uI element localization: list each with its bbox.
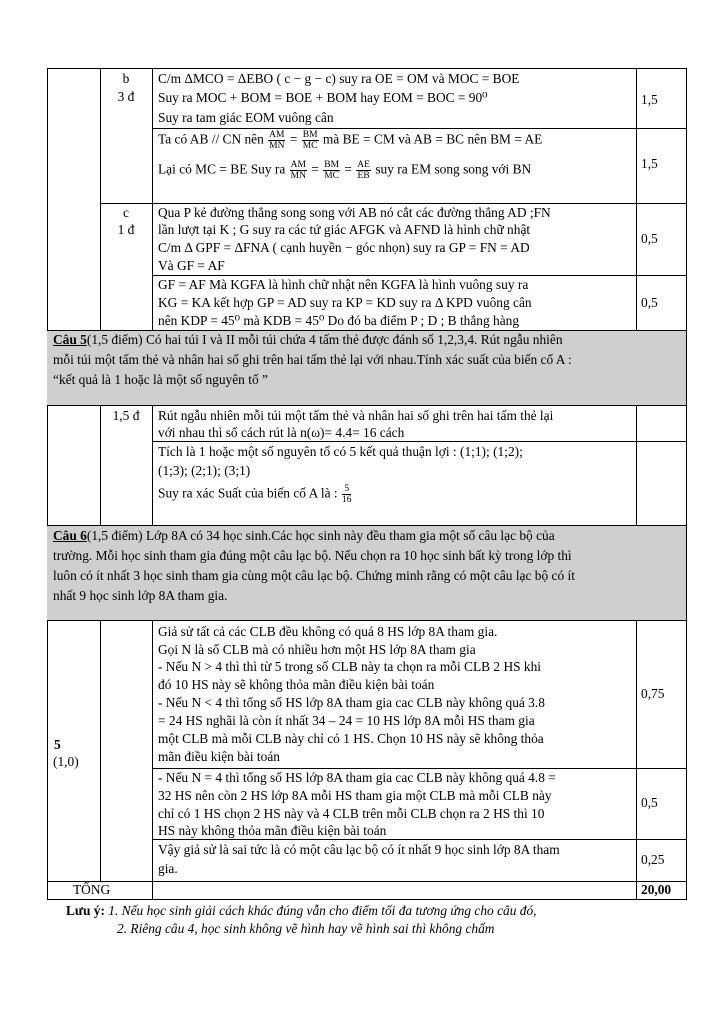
q5-answer-line: với nhau thì số cách rút là n(ω)= 4.4= 16 cách [158, 425, 405, 440]
q5-answer-line: Rút ngẫu nhiên mỗi túi một tấm thẻ và nhân hai số ghi trên hai tấm thẻ lại [158, 408, 554, 423]
fraction: $\frac{AE}{EB}$ [357, 160, 370, 181]
q6-answer-line: - Nếu N < 4 thì tổng số HS lớp 8A tham gia cac CLB này không quá 3.8 [158, 695, 545, 710]
footer-note: 2. Riêng câu 4, học sinh không vẽ hình hay vẽ hình sai thì không chấm [117, 921, 495, 936]
row-b-line: Suy ra tam giác EOM vuông cân [158, 110, 334, 125]
fraction: $\frac{5}{16}$ [341, 484, 352, 505]
row-b-line: Ta có AB // CN nên $\frac{AM}{MN}$ = $\frac{BM}{MC}$ mà BE = CM và AB = BC nên BM = AE [158, 130, 543, 151]
row-c-line: Qua P kẻ đường thẳng song song với AB nó cắt các đường thẳng AD ;FN [158, 205, 551, 220]
score-cell: 1,5 [641, 156, 658, 171]
fraction: $\frac{BM}{MC}$ [302, 130, 318, 151]
q6-statement: nhất 9 học sinh lớp 8A tham gia. [53, 588, 228, 603]
q5-statement: “kết quả là 1 hoặc là một số nguyên tố ” [53, 372, 268, 387]
row-c-line: Và GF = AF [158, 258, 225, 273]
q6-answer-line: Gọi N là số CLB mà có nhiều hơn một HS lớp 8A tham gia [158, 642, 476, 657]
fraction: $\frac{AM}{MN}$ [290, 160, 306, 181]
q6-answer-line: = 24 HS nghãi là còn ít nhất 34 – 24 = 10 HS lớp 8A mỗi HS tham gia [158, 713, 535, 728]
score-cell: 1,5 [641, 92, 658, 107]
q6-answer-line: gia. [158, 861, 178, 876]
row-b-line: Lại có MC = BE Suy ra $\frac{AM}{MN}$ = $\frac{BM}{MC}$ = $\frac{AE}{EB}$ suy ra EM song song với BN [158, 160, 532, 181]
q6-statement: trường. Mỗi học sinh tham gia đúng một câu lạc bộ. Nếu chọn ra 10 học sinh bất kỳ trong lớp thì [53, 548, 572, 563]
q5-points: 1,5 đ [112, 408, 140, 423]
score-cell: 0,75 [641, 686, 665, 701]
total-value: 20,00 [641, 882, 672, 897]
footer-note: Lưu ý: 1. Nếu học sinh giải cách khác đúng vẫn cho điểm tối đa tương ứng cho câu đó, [66, 903, 537, 918]
q6-number: 5 [54, 737, 61, 752]
row-c-line: GF = AF Mà KGFA là hình chữ nhật nên KGFA là hình vuông suy ra [158, 277, 529, 292]
q6-answer-line: 32 HS nên còn 2 HS lớp 8A mỗi HS tham gia một CLB mà mỗi CLB này [158, 788, 552, 803]
q6-points: (1,0) [53, 754, 79, 769]
q6-answer-line: Giả sử tất cả các CLB đều không có quá 8 HS lớp 8A tham gia. [158, 624, 498, 639]
fraction: $\frac{BM}{MC}$ [324, 160, 340, 181]
q5-statement: mỗi túi một tấm thẻ và nhân hai số ghi trên hai tấm thẻ lại với nhau.Tính xác suất của biến cố A : [53, 352, 572, 367]
q6-answer-line: Vậy giả sử là sai tức là có một câu lạc bộ có ít nhất 9 học sinh lớp 8A tham [158, 842, 560, 857]
q6-answer-line: HS này không thỏa mãn điều kiện bài toán [158, 823, 387, 838]
row-b-line: Suy ra MOC + BOM = BOE + BOM hay EOM = BOC = 90⁰ [158, 90, 488, 105]
score-cell: 0,5 [641, 795, 658, 810]
q6-statement: luôn có ít nhất 3 học sinh tham gia cùng một câu lạc bộ. Chứng minh rằng có một câu lạc bộ có ít [53, 568, 575, 583]
score-cell: 0,5 [641, 231, 658, 246]
row-c-points: 1 đ [117, 222, 135, 237]
q6-answer-line: chỉ có 1 HS chọn 2 HS này và 4 CLB trên mỗi CLB chọn ra 2 HS thì 10 [158, 806, 545, 821]
row-c-line: KG = KA kết hợp GP = AD suy ra KP = KD suy ra Δ KPD vuông cân [158, 295, 532, 310]
total-label: TỔNG [73, 882, 111, 897]
score-cell: 0,25 [641, 852, 665, 867]
row-c-label: c [123, 205, 129, 220]
q5-answer-line: (1;3); (2;1); (3;1) [158, 463, 251, 478]
q5-answer-line: Tích là 1 hoặc một số nguyên tố có 5 kết quả thuận lợi : (1;1); (1;2); [158, 444, 523, 459]
row-c-line: lần lượt tại K ; G suy ra các tứ giác AFGK và AFND là hình chữ nhật [158, 222, 531, 237]
fraction: $\frac{AM}{MN}$ [269, 130, 285, 151]
row-b-line: C/m ΔMCO = ΔEBO ( c − g − c) suy ra OE = OM và MOC = BOE [158, 71, 520, 86]
q6-answer-line: - Nếu N = 4 thì tổng số HS lớp 8A tham gia cac CLB này không quá 4.8 = [158, 770, 556, 785]
q6-answer-line: - Nếu N > 4 thì thì từ 5 trong số CLB này ta chọn ra mỗi CLB 2 HS khi [158, 659, 542, 674]
q5-statement: Câu 5(1,5 điểm) Có hai túi I và II mỗi túi chứa 4 tấm thẻ được đánh số 1,2,3,4. Rút ngẫu nhiên [53, 332, 563, 347]
row-b-label: b [122, 71, 130, 86]
q5-answer-line: Suy ra xác Suất của biến cố A là : $\frac{5}{16}$ [158, 484, 352, 505]
row-c-line: nên KDP = 45⁰ mà KDB = 45⁰ Do đó ba điểm P ; D ; B thẳng hàng [158, 313, 520, 328]
row-c-line: C/m Δ GPF = ΔFNA ( cạnh huyền − góc nhọn) suy ra GP = FN = AD [158, 240, 530, 255]
q6-answer-line: đó 10 HS này sẽ không thỏa mãn điều kiện bài toán [158, 677, 435, 692]
q6-answer-line: mãn điều kiện bài toán [158, 749, 280, 764]
score-cell: 0,5 [641, 295, 658, 310]
q6-answer-line: một CLB mà mỗi CLB này chỉ có 1 HS. Chọn 10 HS này sẽ không thỏa [158, 731, 544, 746]
q6-statement: Câu 6(1,5 điểm) Lớp 8A có 34 học sinh.Các học sinh này đều tham gia một số câu lạc bộ của [53, 528, 555, 543]
row-b-points: 3 đ [117, 89, 135, 104]
